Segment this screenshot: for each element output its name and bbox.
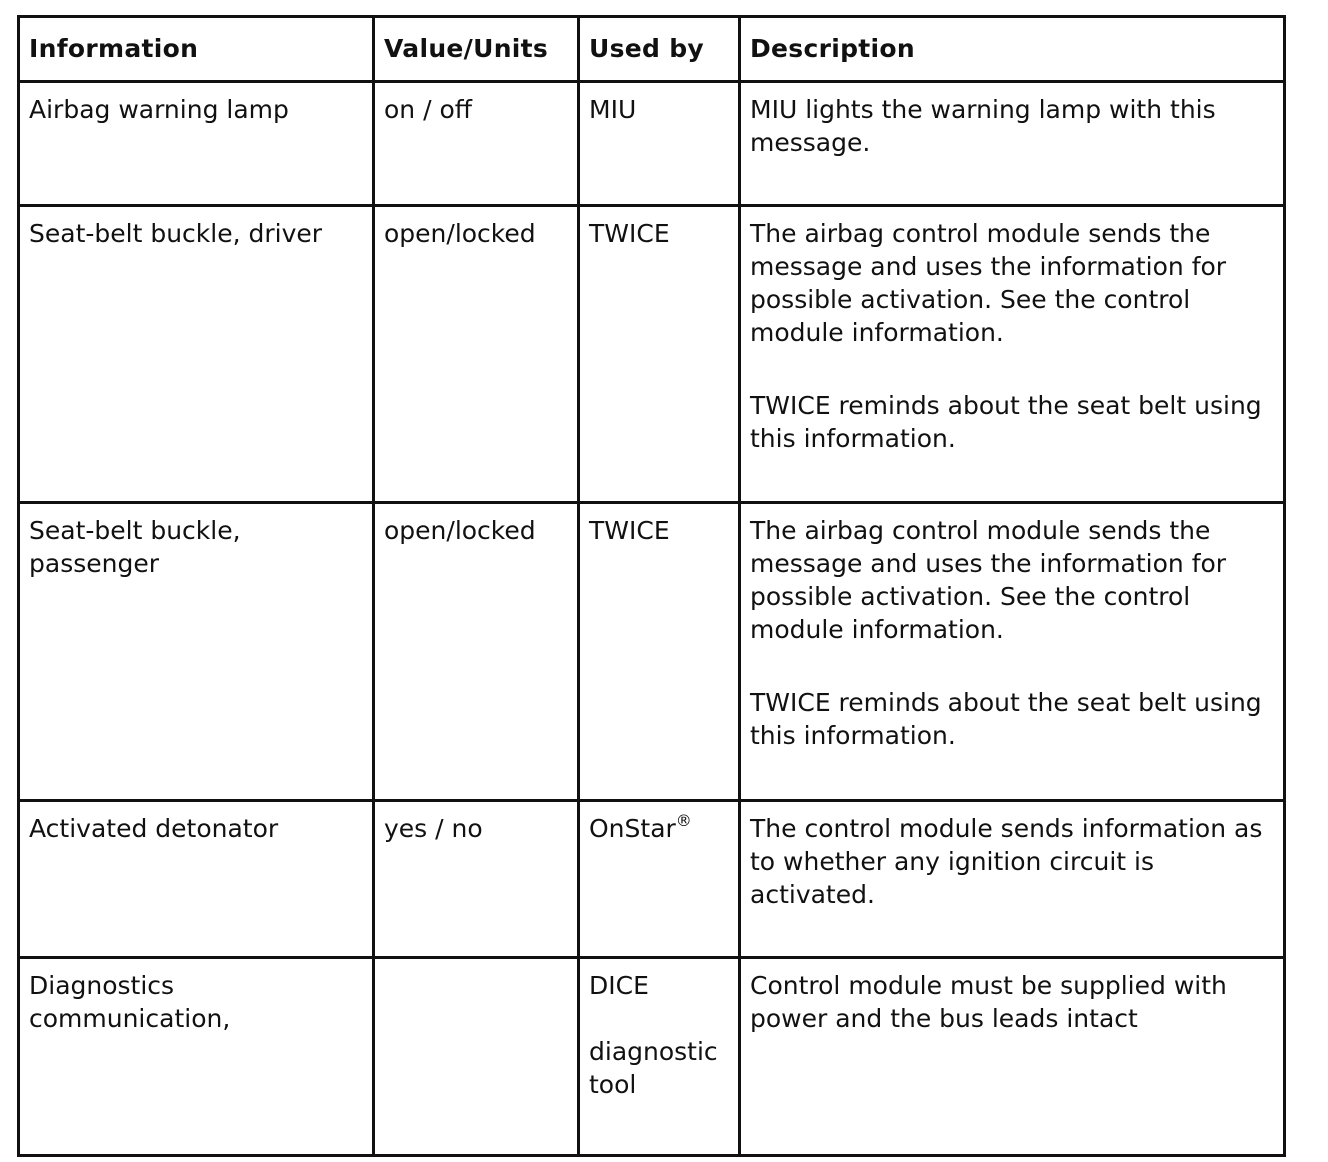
cell-information: Airbag warning lamp bbox=[19, 82, 374, 206]
column-header-used-by: Used by bbox=[579, 17, 740, 82]
used-by-text: OnStar bbox=[589, 814, 676, 843]
column-header-value-units: Value/Units bbox=[374, 17, 579, 82]
cell-value-units: yes / no bbox=[374, 801, 579, 958]
column-header-description: Description bbox=[740, 17, 1285, 82]
table-row bbox=[19, 958, 1285, 1156]
cell-description bbox=[740, 206, 1285, 503]
registered-mark: ® bbox=[675, 810, 692, 830]
table-row bbox=[19, 801, 1285, 958]
cell-information: Seat-belt buckle, passenger bbox=[19, 503, 374, 801]
description-paragraph: Control module must be supplied with power and the bus leads intact bbox=[750, 971, 1227, 1033]
table-row bbox=[19, 206, 1285, 503]
description-paragraph: TWICE reminds about the seat belt using this information. bbox=[750, 391, 1262, 453]
description-paragraph: The airbag control module sends the message and uses the information for possible activation. See the control module information. bbox=[750, 219, 1227, 347]
table-header-row bbox=[19, 17, 1285, 82]
cell-value-units: open/locked bbox=[374, 206, 579, 503]
cell-value-units bbox=[374, 958, 579, 1156]
column-header-information: Information bbox=[19, 17, 374, 82]
description-paragraph: The control module sends information as to whether any ignition circuit is activated. bbox=[750, 814, 1263, 909]
cell-description bbox=[740, 82, 1285, 206]
description-paragraph: TWICE reminds about the seat belt using this information. bbox=[750, 688, 1262, 750]
cell-used-by: TWICE bbox=[579, 206, 740, 503]
cell-information: Seat-belt buckle, driver bbox=[19, 206, 374, 503]
used-by-entry: diagnostic tool bbox=[589, 1037, 718, 1099]
cell-used-by bbox=[579, 801, 740, 958]
description-paragraph: The airbag control module sends the message and uses the information for possible activation. See the control module information. bbox=[750, 516, 1227, 644]
cell-information: Diagnostics communication, bbox=[19, 958, 374, 1156]
cell-value-units: on / off bbox=[374, 82, 579, 206]
cell-used-by: MIU bbox=[579, 82, 740, 206]
cell-information: Activated detonator bbox=[19, 801, 374, 958]
used-by-entry: DICE bbox=[589, 971, 649, 1000]
table-row bbox=[19, 503, 1285, 801]
cell-used-by: TWICE bbox=[579, 503, 740, 801]
cell-description bbox=[740, 503, 1285, 801]
cell-description bbox=[740, 801, 1285, 958]
cell-value-units: open/locked bbox=[374, 503, 579, 801]
cell-used-by bbox=[579, 958, 740, 1156]
cell-description bbox=[740, 958, 1285, 1156]
table-row bbox=[19, 82, 1285, 206]
information-table bbox=[17, 15, 1286, 1157]
description-paragraph: MIU lights the warning lamp with this message. bbox=[750, 95, 1216, 157]
